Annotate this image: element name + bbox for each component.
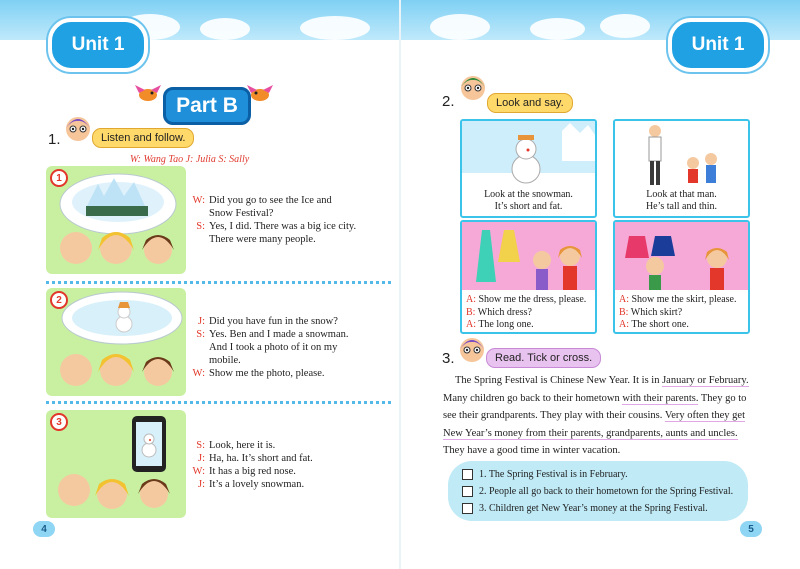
cloud <box>430 14 490 40</box>
answer-checkbox[interactable] <box>462 486 473 497</box>
cloud <box>300 16 370 40</box>
answer-checkbox[interactable] <box>462 469 473 480</box>
page-divider <box>399 0 401 569</box>
unit-badge-right: Unit 1 <box>668 18 768 72</box>
unit-badge-left: Unit 1 <box>48 18 148 72</box>
page-number: 4 <box>33 521 55 537</box>
statement-text: 2. People all go back to their hometown for the Spring Festival. <box>479 486 734 497</box>
scene-number: 3 <box>50 413 68 431</box>
scene-number: 2 <box>50 291 68 309</box>
statement-row <box>462 469 628 480</box>
reading-passage: The Spring Festival is Chinese New Year. It is in January or February. Many children go back to their hometown with their parents. They go to see their grandparents. They play with their cousins. Very often they get New Year’s money from their parents, grandparents, aunts and uncles. They have a good time in winter vacation. <box>443 375 749 456</box>
instruction-pill: Look and say. <box>487 93 573 113</box>
cartoon-mascot-icon <box>62 114 94 144</box>
picture-tile <box>613 220 750 334</box>
roles-legend: W: Wang Tao J: Julia S: Sally <box>130 154 250 165</box>
tile-dialogue: A: Show me the dress, please. B: Which dress? A: The long one. <box>466 294 587 330</box>
scene-illustration <box>46 410 186 518</box>
dialogue: W: Did you go to see the Ice and Snow Festival? S: Yes, I did. There was a big ice city. There were many people. <box>192 195 357 245</box>
tile-dialogue: A: Show me the skirt, please. B: Which skirt? A: The short one. <box>619 294 737 330</box>
scene-number: 1 <box>50 169 68 187</box>
dialogue: J: Did you have fun in the snow? S: Yes. Ben and I made a snowman. And I took a photo of it on my mobile. W: Show me the photo, please. <box>192 316 349 379</box>
cloud <box>600 14 650 38</box>
section-number: 1. <box>48 131 61 148</box>
instruction-pill: Read. Tick or cross. <box>486 348 601 368</box>
cartoon-mascot-icon <box>456 335 488 365</box>
bird-icon <box>135 83 161 103</box>
section-number: 3. <box>442 350 455 367</box>
scene-illustration <box>46 166 186 274</box>
section-number: 2. <box>442 93 455 110</box>
instruction-pill: Listen and follow. <box>92 128 194 148</box>
page-number: 5 <box>740 521 762 537</box>
dotted-divider <box>46 281 391 284</box>
answer-checkbox[interactable] <box>462 503 473 514</box>
cloud <box>200 18 250 40</box>
cloud <box>530 18 585 40</box>
tile-caption: Look at that man. He’s tall and thin. <box>645 189 718 212</box>
dialogue: S: Look, here it is. J: Ha, ha. It’s short and fat. W: It has a big red nose. J: It’s a lovely snowman. <box>192 440 313 490</box>
statement-text: 1. The Spring Festival is in February. <box>479 469 628 480</box>
statement-text: 3. Children get New Year’s money at the Spring Festival. <box>479 503 708 514</box>
scene-illustration <box>46 288 186 396</box>
cartoon-mascot-icon <box>457 72 489 102</box>
picture-tile <box>460 220 597 334</box>
part-title: Part B <box>163 87 251 125</box>
dotted-divider <box>46 401 391 404</box>
statement-row <box>462 503 708 514</box>
tile-caption: Look at the snowman. It’s short and fat. <box>484 189 573 212</box>
picture-tile <box>460 119 597 218</box>
statement-row <box>462 486 733 497</box>
bird-icon <box>247 83 273 103</box>
picture-tile <box>613 119 750 218</box>
